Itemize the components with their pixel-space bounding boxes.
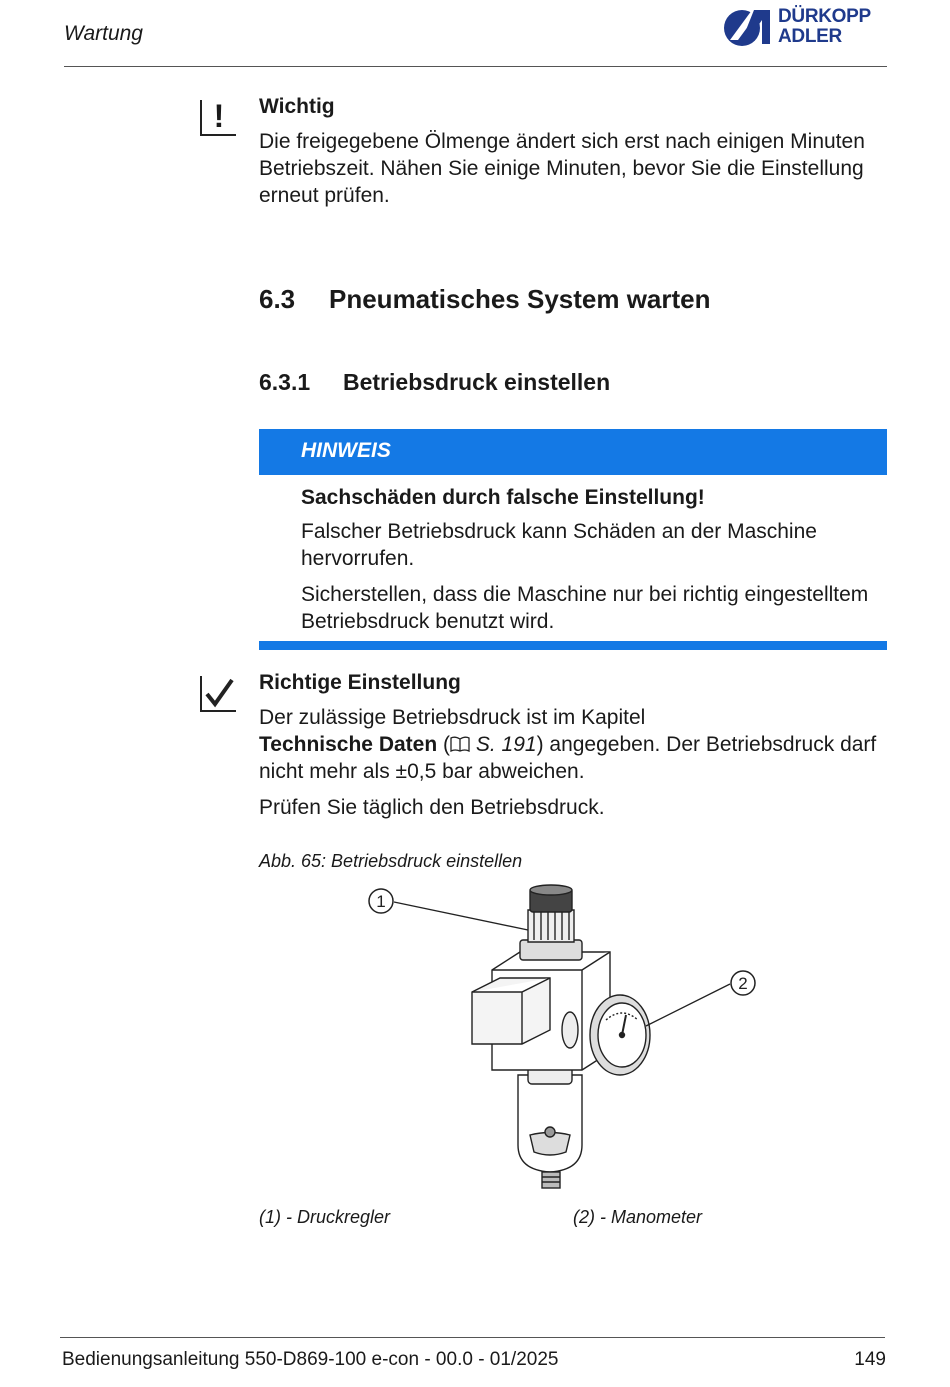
duerkopp-adler-logo [722, 4, 892, 52]
subsection-heading [259, 369, 610, 396]
header-section-title: Wartung [64, 22, 143, 45]
notice-text-1: Falscher Betriebsdruck kann Schäden an der Maschine hervorrufen. [301, 520, 817, 570]
pressure-regulator-illustration [360, 880, 770, 1200]
notice-title: Sachschäden durch falsche Einstellung! [301, 486, 705, 509]
figure-caption: Abb. 65: Betriebsdruck einstellen [259, 851, 523, 871]
svg-text:1: 1 [376, 892, 386, 911]
exclamation-icon: ! [200, 100, 236, 136]
callout-1 [369, 889, 393, 913]
logo-line-2: ADLER [778, 26, 842, 47]
book-icon [450, 736, 470, 752]
subsection-number: 6.3.1 [259, 369, 311, 395]
notice-banner [259, 429, 887, 475]
section-title: Pneumatisches System warten [329, 284, 711, 314]
correct-setting [259, 671, 887, 821]
callout-2 [731, 971, 755, 995]
correct-title: Richtige Einstellung [259, 671, 461, 694]
page-number: 149 [854, 1349, 886, 1370]
notice-body [301, 486, 881, 635]
correct-line-2: ) angegeben. Der Betriebsdruck darf nicht mehr als ±0,5 bar abweichen. [259, 733, 877, 783]
important-title: Wichtig [259, 95, 335, 118]
section-number: 6.3 [259, 284, 296, 314]
correct-ref-link[interactable]: Technische Daten [259, 733, 438, 756]
footer-document-info: Bedienungsanleitung 550-D869-100 e-con - 00.0 - 01/2025 [62, 1349, 559, 1370]
logo-emblem-icon [722, 4, 776, 48]
important-text: Die freigegebene Ölmenge ändert sich erst nach einigen Minuten Betriebszeit. Nähen Sie einige Minuten, bevor Sie die Einstellung erneut prüfen. [259, 130, 865, 207]
svg-text:2: 2 [738, 974, 748, 993]
important-note [259, 95, 887, 209]
correct-text: Der zulässige Betriebsdruck ist im Kapitel Technische Daten ( S. 191) angegeben. Der Betriebsdruck darf nicht mehr als ±0,5 bar abweichen. [259, 706, 877, 783]
section-heading [259, 284, 711, 315]
footer-divider [60, 1337, 885, 1338]
correct-ref-page[interactable]: S. 191 [475, 733, 537, 756]
legend-item-1: (1) - Druckregler [259, 1207, 391, 1227]
checkmark-icon [200, 676, 236, 712]
correct-line-1: Der zulässige Betriebsdruck ist im Kapitel [259, 706, 646, 729]
header-divider [64, 66, 887, 67]
logo-line-1: DÜRKOPP [778, 6, 871, 27]
notice-text-2: Sicherstellen, dass die Maschine nur bei richtig eingestelltem Betriebsdruck benutzt wird. [301, 583, 869, 633]
notice-label: HINWEIS [301, 439, 391, 462]
daily-check-text: Prüfen Sie täglich den Betriebsdruck. [259, 796, 605, 819]
legend-item-2: (2) - Manometer [573, 1207, 703, 1227]
subsection-title: Betriebsdruck einstellen [343, 369, 611, 395]
notice-bottom-bar [259, 641, 887, 650]
